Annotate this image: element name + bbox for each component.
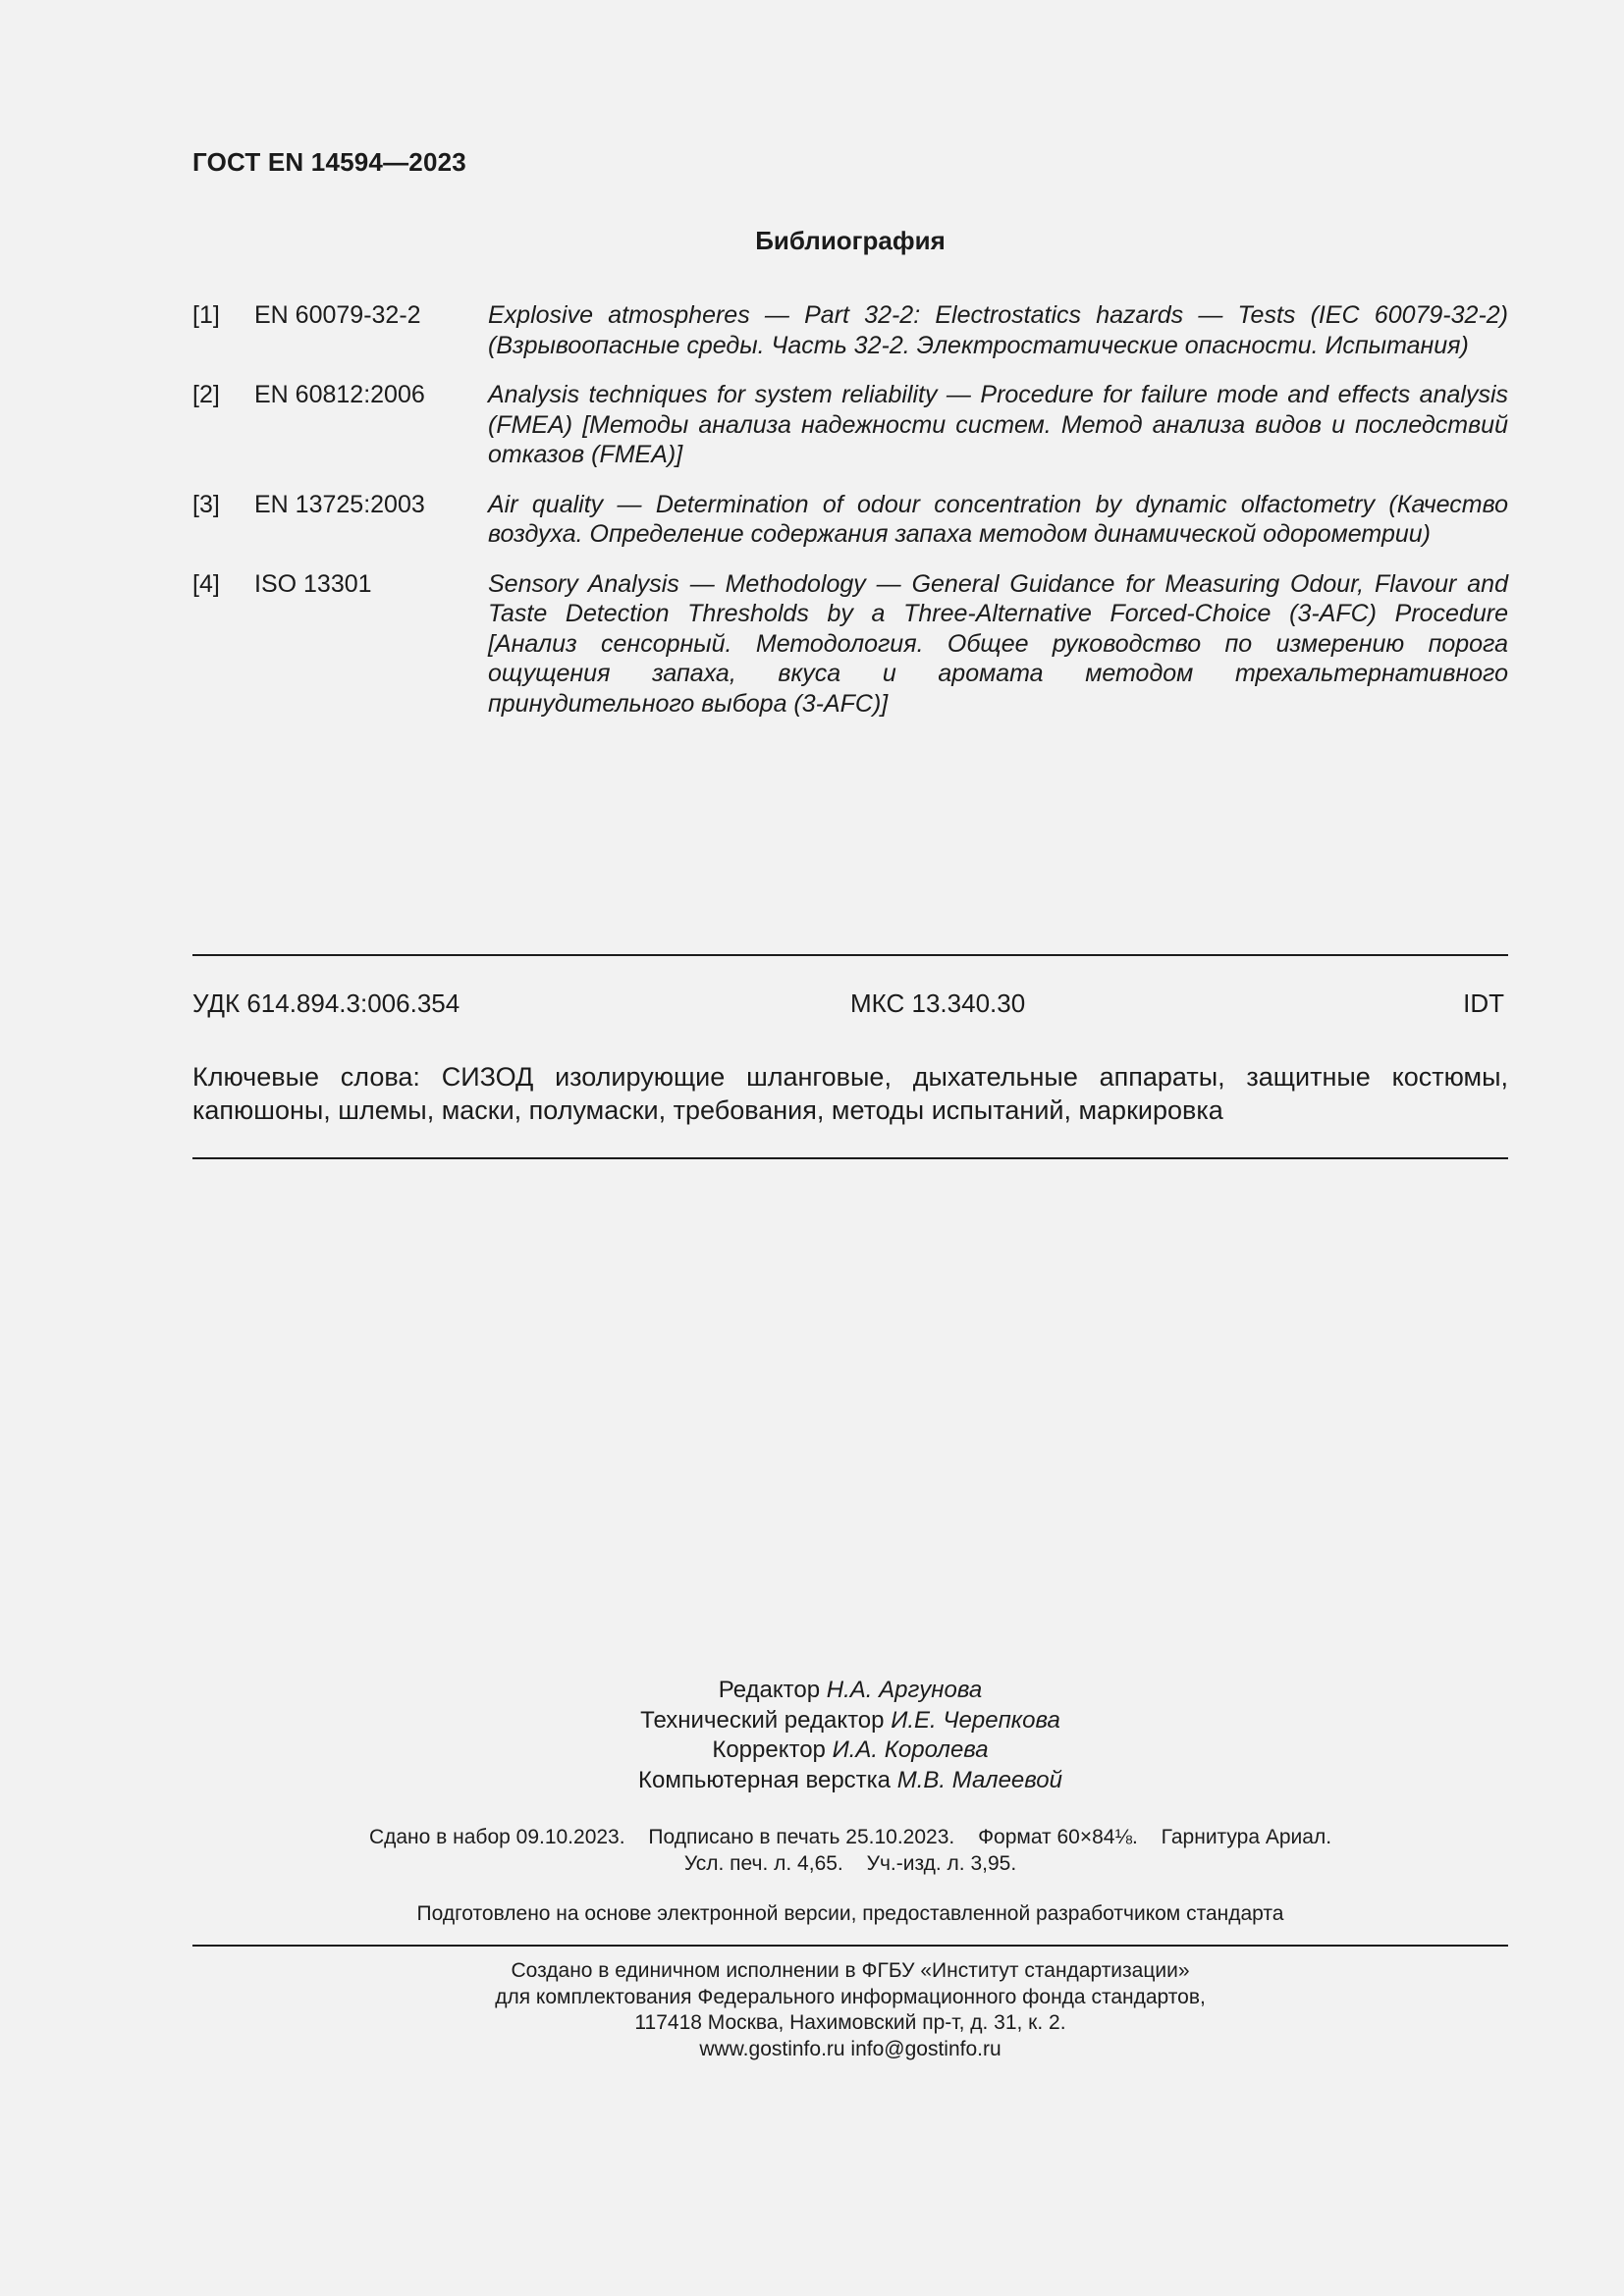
- udk-code: УДК 614.894.3:006.354: [192, 988, 460, 1018]
- divider-publisher: [192, 1945, 1508, 1947]
- document-page: [192, 0, 1508, 2296]
- equivalence-degree: IDT: [1463, 988, 1504, 1018]
- credit-editor: [192, 1676, 1508, 1706]
- credit-role: Редактор: [718, 1677, 821, 1703]
- reference-code: EN 13725:2003: [254, 490, 425, 518]
- reference-number: [3]: [192, 490, 220, 518]
- credit-name: И.Е. Черепкова: [891, 1706, 1060, 1734]
- publisher-address: 117418 Москва, Нахимовский пр-т, д. 31, к. 2.: [634, 2011, 1066, 2034]
- credit-role: Технический редактор: [640, 1706, 885, 1734]
- imprint-line-1: [192, 1824, 1508, 1850]
- imprint-print-sheets: Усл. печ. л. 4,65.: [683, 1852, 843, 1875]
- prepared-note: Подготовлено на основе электронной версии, предоставленной разработчиком стандарта: [416, 1902, 1284, 1925]
- publisher-block: [192, 1958, 1508, 2062]
- publisher-website[interactable]: www.gostinfo.ru: [699, 2037, 845, 2060]
- publisher-contacts: [192, 2037, 1508, 2063]
- credits-block: [192, 1676, 1508, 1795]
- reference-code: ISO 13301: [254, 569, 372, 598]
- credit-layout: [192, 1766, 1508, 1796]
- imprint-line-2: [192, 1850, 1508, 1877]
- keywords: Ключевые слова: СИЗОД изолирующие шланговые, дыхательные аппараты, защитные костюмы, капюшоны, шлемы, маски, полумаски, требования, методы испытаний, маркировка: [192, 1062, 1508, 1125]
- imprint-signed: Подписано в печать 25.10.2023.: [648, 1826, 955, 1848]
- imprint-block: [192, 1824, 1508, 1877]
- credit-role: Корректор: [712, 1736, 826, 1763]
- bibliography-item: [192, 490, 1508, 550]
- imprint-submitted: Сдано в набор 09.10.2023.: [368, 1826, 625, 1848]
- credit-role: Компьютерная верстка: [638, 1766, 892, 1793]
- bibliography-item: [192, 380, 1508, 470]
- reference-title: Explosive atmospheres — Part 32-2: Electrostatics hazards — Tests (IEC 60079-32-2) (Взрывоопасные среды. Часть 32-2. Электростатические опасности. Испытания): [488, 301, 1508, 359]
- credit-name: И.А. Королева: [832, 1736, 989, 1763]
- credit-name: Н.А. Аргунова: [826, 1677, 983, 1703]
- imprint-typeface: Гарнитура Ариал.: [1161, 1826, 1332, 1848]
- divider-bottom: [192, 1157, 1508, 1159]
- reference-title: Analysis techniques for system reliability — Procedure for failure mode and effects analysis (FMEA) [Методы анализа надежности систем. Метод анализа видов и последствий отказов (FMEA)]: [488, 381, 1508, 468]
- imprint-format: Формат 60×84⅛.: [978, 1826, 1138, 1848]
- reference-number: [1]: [192, 301, 220, 329]
- publisher-email[interactable]: info@gostinfo.ru: [850, 2037, 1001, 2060]
- divider-top: [192, 954, 1508, 956]
- reference-title: Air quality — Determination of odour concentration by dynamic olfactometry (Качество воздуха. Определение содержания запаха методом динамической одорометрии): [488, 490, 1508, 548]
- reference-code: EN 60812:2006: [254, 381, 425, 408]
- credit-name: М.В. Малеевой: [896, 1766, 1062, 1793]
- imprint-edition-sheets: Уч.-изд. л. 3,95.: [866, 1852, 1017, 1875]
- bibliography-item: [192, 300, 1508, 360]
- bibliography-title: Библиография: [755, 226, 946, 255]
- bibliography-item: [192, 569, 1508, 720]
- bibliography-list: [192, 300, 1508, 738]
- reference-number: [2]: [192, 381, 220, 408]
- reference-number: [4]: [192, 569, 220, 598]
- credit-proofreader: [192, 1735, 1508, 1766]
- reference-code: EN 60079-32-2: [254, 301, 421, 329]
- credit-tech-editor: [192, 1706, 1508, 1736]
- publisher-line-2: для комплектования Федерального информационного фонда стандартов,: [495, 1985, 1206, 2008]
- mks-code: МКС 13.340.30: [850, 988, 1026, 1018]
- publisher-line-1: Создано в единичном исполнении в ФГБУ «Институт стандартизации»: [511, 1959, 1190, 1982]
- reference-title: Sensory Analysis — Methodology — General Guidance for Measuring Odour, Flavour and Taste Detection Thresholds by a Three-Alternative Forced-Choice (3-AFC) Procedure [Анализ сенсорный. Методология. Общее руководство по измерению порога ощущения запаха, вкуса и аромата методом трехальтернативного принудительного выбора (3-AFC)]: [488, 569, 1508, 718]
- document-id: ГОСТ EN 14594—2023: [192, 147, 466, 177]
